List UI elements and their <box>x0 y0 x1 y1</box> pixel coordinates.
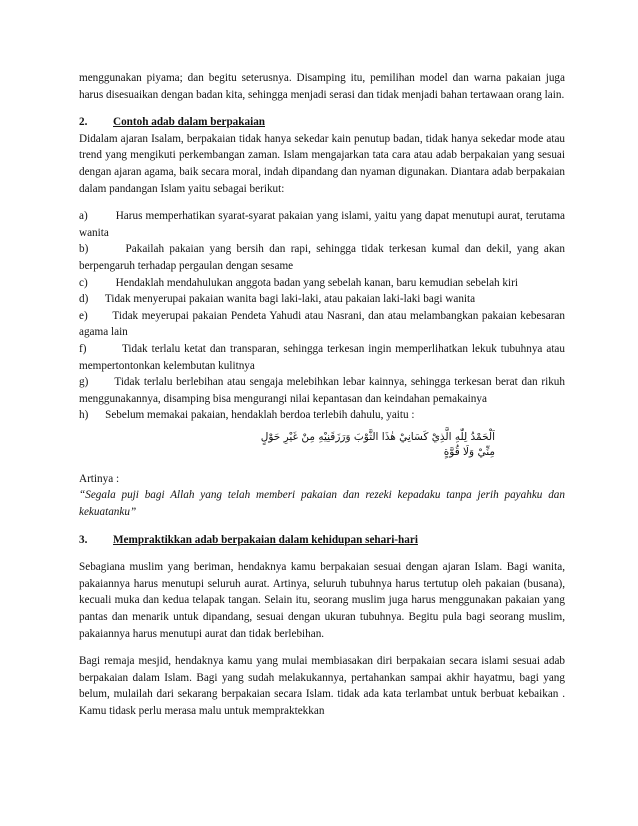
section-2-number: 2. <box>79 116 88 129</box>
list-item-f: f) Tidak terlalu ketat dan transparan, sehingga terkesan ingin memperlihatkan lekuk tubuhnya atau mempertontonkan kelembutan kulitnya <box>79 342 565 372</box>
section-3-paragraph-2: Bagi remaja mesjid, hendaknya kamu yang mulai membiasakan diri berpakaian secara islami sesuai adab berpakaian dalam Islam. Bagi yang sudah melakukannya, pertahankan sampai akhir hayatmu, bagi yang belum, mulailah dari sekarang berpakaian secara Islam. tidak ada kata terlambat untuk berbuat kebaikan . Kamu tidask perlu merasa malu untuk mempraktekkan <box>79 655 565 717</box>
arabic-prayer <box>79 430 565 460</box>
list-item-e: e) Tidak meyerupai pakaian Pendeta Yahudi atau Nasrani, dan atau melambangkan pakaian kebesaran agama lain <box>79 309 565 339</box>
list-item-g: g) Tidak terlalu berlebihan atau sengaja melebihkan lebar kainnya, sehingga terkesan berat dan rikuh menggunakannya, disamping bisa mengurangi nilai kepantasan dan keindahan pemakainya <box>79 376 565 405</box>
list-item-c: c) Hendaklah mendahulukan anggota badan yang sebelah kanan, baru kemudian sebelah kiri <box>79 276 518 289</box>
list-item-h: h) Sebelum memakai pakaian, hendaklah berdoa terlebih dahulu, yaitu : <box>79 409 415 422</box>
intro-paragraph: menggunakan piyama; dan begitu seterusnya. Disamping itu, pemilihan model dan warna pakaian juga harus disesuaikan dengan badan kita, sehingga menjadi serasi dan tidak menjadi bahan tertawaan orang lain. <box>79 72 565 101</box>
arabic-line-1: اَلْحَمْدُ لِلّٰهِ الَّذِيْ كَسَانِيْ هٰذَا الثَّوْبَ وَرَزَقَنِيْهِ مِنْ غَيْرِ حَوْلٍ <box>260 430 495 443</box>
section-3-number: 3. <box>79 533 88 546</box>
list-item-d: d) Tidak menyerupai pakaian wanita bagi laki-laki, atau pakaian laki-laki bagi wanita <box>79 293 476 306</box>
list-item-a: a) Harus memperhatikan syarat-syarat pakaian yang islami, yaitu yang dapat menutupi aurat, terutama wanita <box>79 210 565 239</box>
translation-label: Artinya : <box>79 472 120 485</box>
section-2-title: Contoh adab dalam berpakaian <box>113 116 266 129</box>
list-item-b: b) Pakailah pakaian yang bersih dan rapi, sehingga tidak terkesan kumal dan dekil, yang akan berpengaruh terhadap pergaulan dengan sesame <box>79 243 565 272</box>
section-3-paragraph-1: Sebagiana muslim yang beriman, hendaknya kamu berpakaian sesuai dengan ajaran Islam. Bagi wanita, pakaiannya harus menutupi seluruh aurat. Artinya, seluruh tubuhnya harus tertutup oleh pakaian (busana), kecuali muka dan kedua telapak tangan. Selain itu, seorang muslim juga harus menggunakan pakaian yang pantas dan menarik untuk dipandang, sesuai dengan ukuran tubuhnya. Begitu pula bagi seorang muslim, pakaiannya harus menutupi aurat dan tidak berlebihan. <box>79 561 565 640</box>
section-2-paragraph: Didalam ajaran Isalam, berpakaian tidak hanya sekedar kain penutup badan, tidak hanya sekedar mode atau trend yang mengikuti perkembangan zaman. Islam mengajarkan tata cara atau adab berpakaian yang sesuai dengan ajaran agama, baik secara moral, indah dipandang dan nyaman digunakan. Diantara adab berpakaian dalam pandangan Islam yaitu sebagai berikut: <box>79 132 565 195</box>
section-3-title: Mempraktikkan adab berpakaian dalam kehidupan sehari-hari <box>113 533 418 546</box>
document-page <box>79 70 565 720</box>
translation-text: “Segala puji bagi Allah yang telah memberi pakaian dan rezeki kepadaku tanpa jerih payahku dan kekuatanku” <box>79 489 565 519</box>
arabic-line-2: مِنِّيْ وَلَا قُوَّةٍ <box>443 445 495 458</box>
section-3-heading <box>79 532 565 549</box>
section-2-heading <box>79 114 565 131</box>
